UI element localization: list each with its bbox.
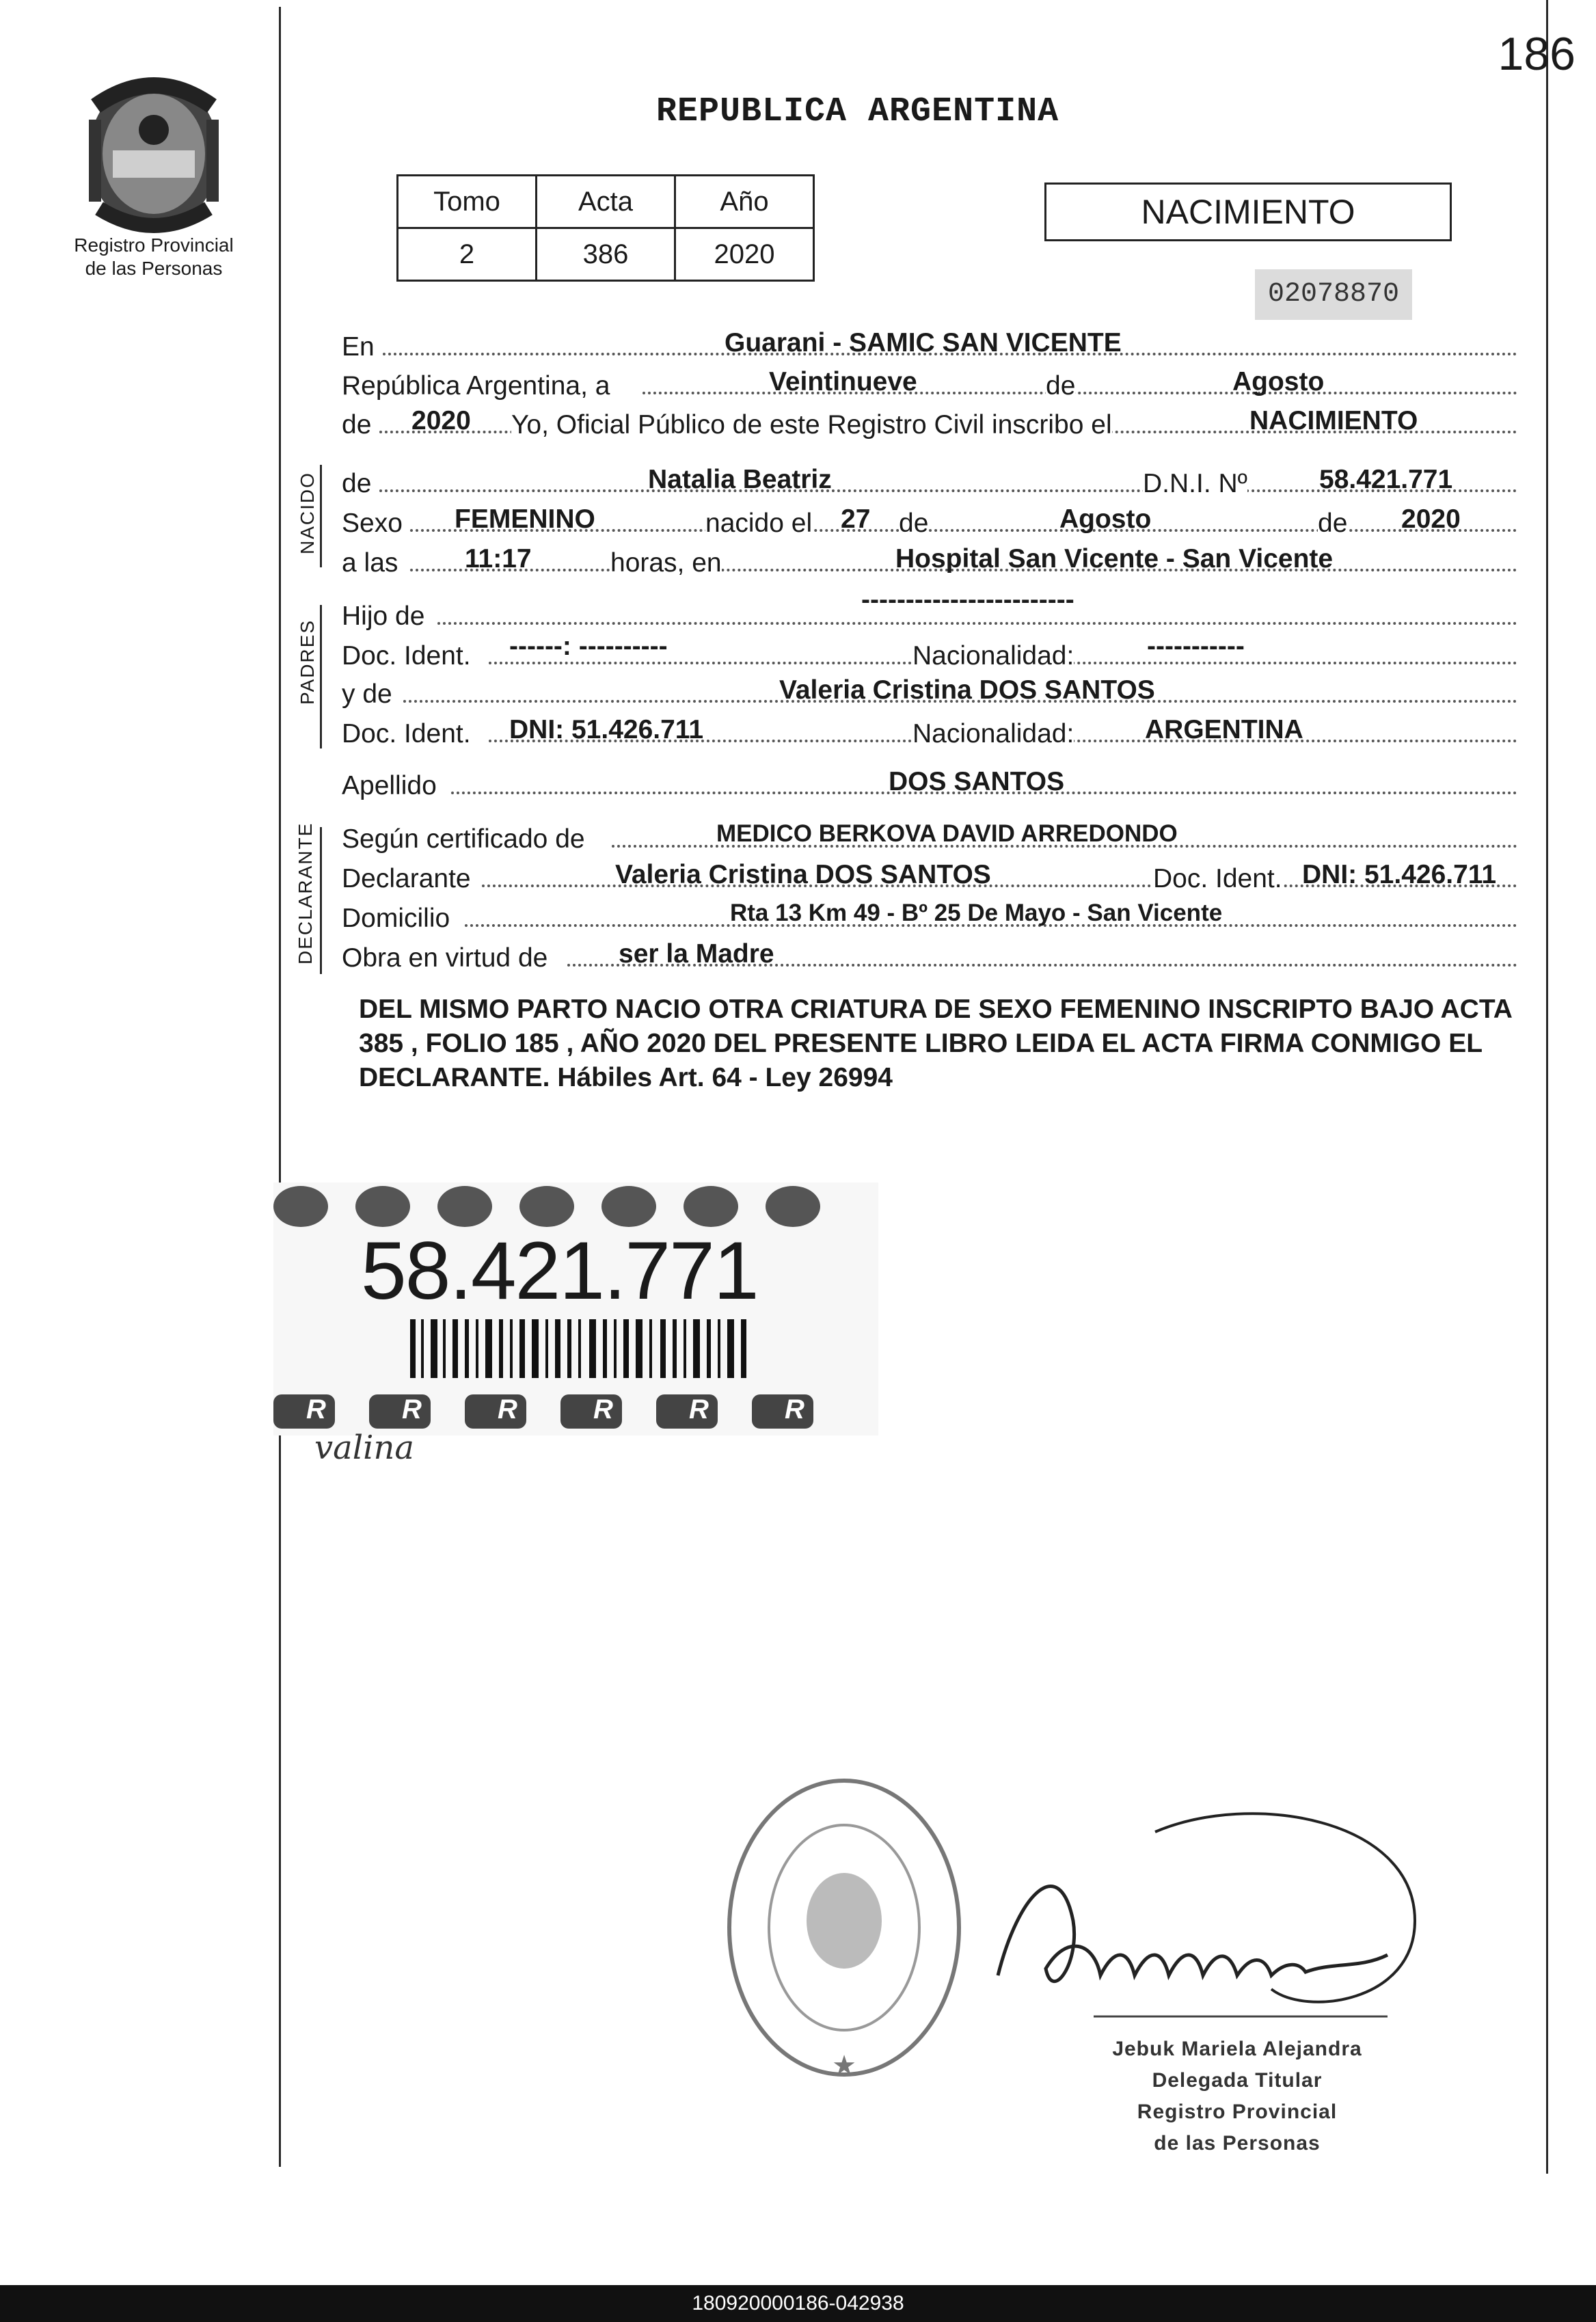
row-doc2: [342, 712, 1517, 751]
value-certificado: MEDICO BERKOVA DAVID ARREDONDO: [716, 820, 1178, 847]
sticker-mark: R: [785, 1394, 804, 1425]
sticker-mark: R: [689, 1394, 709, 1425]
page-number: 186: [1498, 28, 1575, 80]
value-doc2: DNI: 51.426.711: [509, 715, 704, 744]
document-title: REPUBLICA ARGENTINA: [656, 92, 1059, 131]
right-margin-line: [1546, 0, 1548, 2174]
value-hijo: ------------------------: [861, 585, 1074, 615]
signatory-office: Registro Provincial: [1137, 2101, 1338, 2123]
row-certificado: [342, 818, 1517, 856]
label-domicilio: Domicilio: [342, 904, 450, 933]
value-nombre: Natalia Beatriz: [648, 465, 832, 494]
value-nac1: -----------: [1147, 632, 1245, 661]
value-apellido: DOS SANTOS: [889, 767, 1065, 796]
label-dni: D.N.I. Nº: [1143, 469, 1247, 498]
section-label-padres: PADRES: [297, 619, 318, 705]
label-horas: horas, en: [610, 548, 722, 578]
left-margin-line: [279, 7, 281, 2167]
value-en: Guarani - SAMIC SAN VICENTE: [725, 328, 1122, 357]
value-nac2: ARGENTINA: [1145, 715, 1303, 744]
label-year-de: de: [342, 410, 372, 440]
table-header-ano: Año: [675, 176, 814, 228]
label-apellido: Apellido: [342, 771, 437, 800]
misiones-coat-of-arms: [75, 65, 232, 236]
value-inscribo: NACIMIENTO: [1249, 406, 1418, 435]
label-alas: a las: [342, 548, 398, 578]
register-table: [396, 174, 815, 282]
value-day: Veintinueve: [769, 367, 917, 396]
row-doc1: [342, 634, 1517, 673]
section-label-declarante: DECLARANTE: [295, 822, 316, 964]
label-sexo: Sexo: [342, 509, 403, 538]
signature: [977, 1798, 1442, 2044]
label-obra: Obra en virtud de: [342, 943, 548, 973]
value-lugar: Hospital San Vicente - San Vicente: [895, 544, 1334, 573]
label-doc2: Doc. Ident.: [342, 719, 471, 748]
label-yde: y de: [342, 679, 392, 709]
label-nac2: Nacionalidad:: [912, 719, 1074, 748]
section-bar-padres: [320, 605, 322, 748]
value-sexo: FEMENINO: [455, 504, 595, 534]
sticker-mark: R: [402, 1394, 422, 1425]
row-en: [342, 325, 1517, 364]
table-value-acta: 386: [537, 228, 675, 281]
value-hora: 11:17: [465, 544, 532, 573]
label-certificado: Según certificado de: [342, 824, 585, 854]
sticker-mark: R: [306, 1394, 326, 1425]
value-domicilio: Rta 13 Km 49 - Bº 25 De Mayo - San Vicente: [730, 900, 1223, 926]
official-seal: [721, 1770, 967, 2085]
value-nacido-day: 27: [841, 504, 871, 534]
value-declarante: Valeria Cristina DOS SANTOS: [615, 860, 991, 889]
table-value-ano: 2020: [675, 228, 814, 281]
label-republica: República Argentina, a: [342, 371, 610, 401]
label-de: de: [1046, 371, 1076, 401]
value-doc1: ------: ----------: [509, 632, 668, 661]
sticker-mark: R: [498, 1394, 517, 1425]
row-madre: [342, 673, 1517, 711]
value-nacido-month: Agosto: [1059, 504, 1152, 534]
row-sexo: [342, 502, 1517, 540]
row-declarante: [342, 857, 1517, 895]
row-apellido: [342, 764, 1517, 802]
label-nac1: Nacionalidad:: [912, 641, 1074, 671]
signatory-name: Jebuk Mariela Alejandra: [1112, 2038, 1362, 2060]
label-nacido-de: de: [899, 509, 929, 538]
section-bar-declarante: [320, 827, 322, 974]
label-nacido: nacido el: [705, 509, 813, 538]
sticker-mark: R: [593, 1394, 613, 1425]
signatory-office-2: de las Personas: [1154, 2132, 1321, 2155]
label-nombre: de: [342, 469, 372, 498]
svg-text:★: ★: [832, 2051, 856, 2081]
label-decl-doc: Doc. Ident.: [1153, 864, 1282, 893]
section-label-nacido: NACIDO: [297, 472, 318, 554]
value-month: Agosto: [1232, 367, 1325, 396]
table-value-tomo: 2: [398, 228, 537, 281]
value-obra: ser la Madre: [619, 939, 774, 969]
row-fecha: [342, 364, 1517, 403]
value-decl-doc: DNI: 51.426.711: [1302, 860, 1497, 889]
value-nacido-year: 2020: [1401, 504, 1461, 534]
table-header-tomo: Tomo: [398, 176, 537, 228]
label-nacido-de2: de: [1318, 509, 1348, 538]
row-hora: [342, 541, 1517, 580]
label-declarante: Declarante: [342, 864, 471, 893]
row-hijo: [342, 585, 1517, 633]
signatory-role: Delegada Titular: [1152, 2069, 1323, 2092]
act-type-box: NACIMIENTO: [1044, 183, 1452, 241]
serial-number: 02078870: [1255, 269, 1412, 320]
row-nombre: [342, 462, 1517, 500]
handwritten-note: valina: [314, 1429, 414, 1467]
value-year: 2020: [411, 406, 471, 435]
label-oficial: Yo, Oficial Público de este Registro Civil inscribo el: [511, 410, 1112, 440]
label-en: En: [342, 332, 375, 362]
value-dni: 58.421.771: [1319, 465, 1453, 494]
dni-sticker-number: 58.421.771: [361, 1225, 758, 1317]
table-header-acta: Acta: [537, 176, 675, 228]
value-madre: Valeria Cristina DOS SANTOS: [779, 675, 1155, 705]
row-domicilio: [342, 897, 1517, 935]
footer-code: 180920000186-042938: [0, 2285, 1596, 2322]
label-hijo: Hijo de: [342, 602, 425, 631]
section-bar-nacido: [320, 465, 322, 567]
registry-caption: Registro Provincial de las Personas: [74, 234, 234, 279]
observations-text: DEL MISMO PARTO NACIO OTRA CRIATURA DE SEXO FEMENINO INSCRIPTO BAJO ACTA 385 , FOLIO 185 , AÑO 2020 DEL PRESENTE LIBRO LEIDA EL ACTA FIRMA CONMIGO EL DECLARANTE. Hábiles Art. 64 - Ley 26994: [359, 995, 1512, 1092]
row-obra: [342, 936, 1517, 975]
signatory-block: [1087, 2034, 1388, 2159]
label-doc1: Doc. Ident.: [342, 641, 471, 671]
row-inscribo: [342, 403, 1517, 442]
